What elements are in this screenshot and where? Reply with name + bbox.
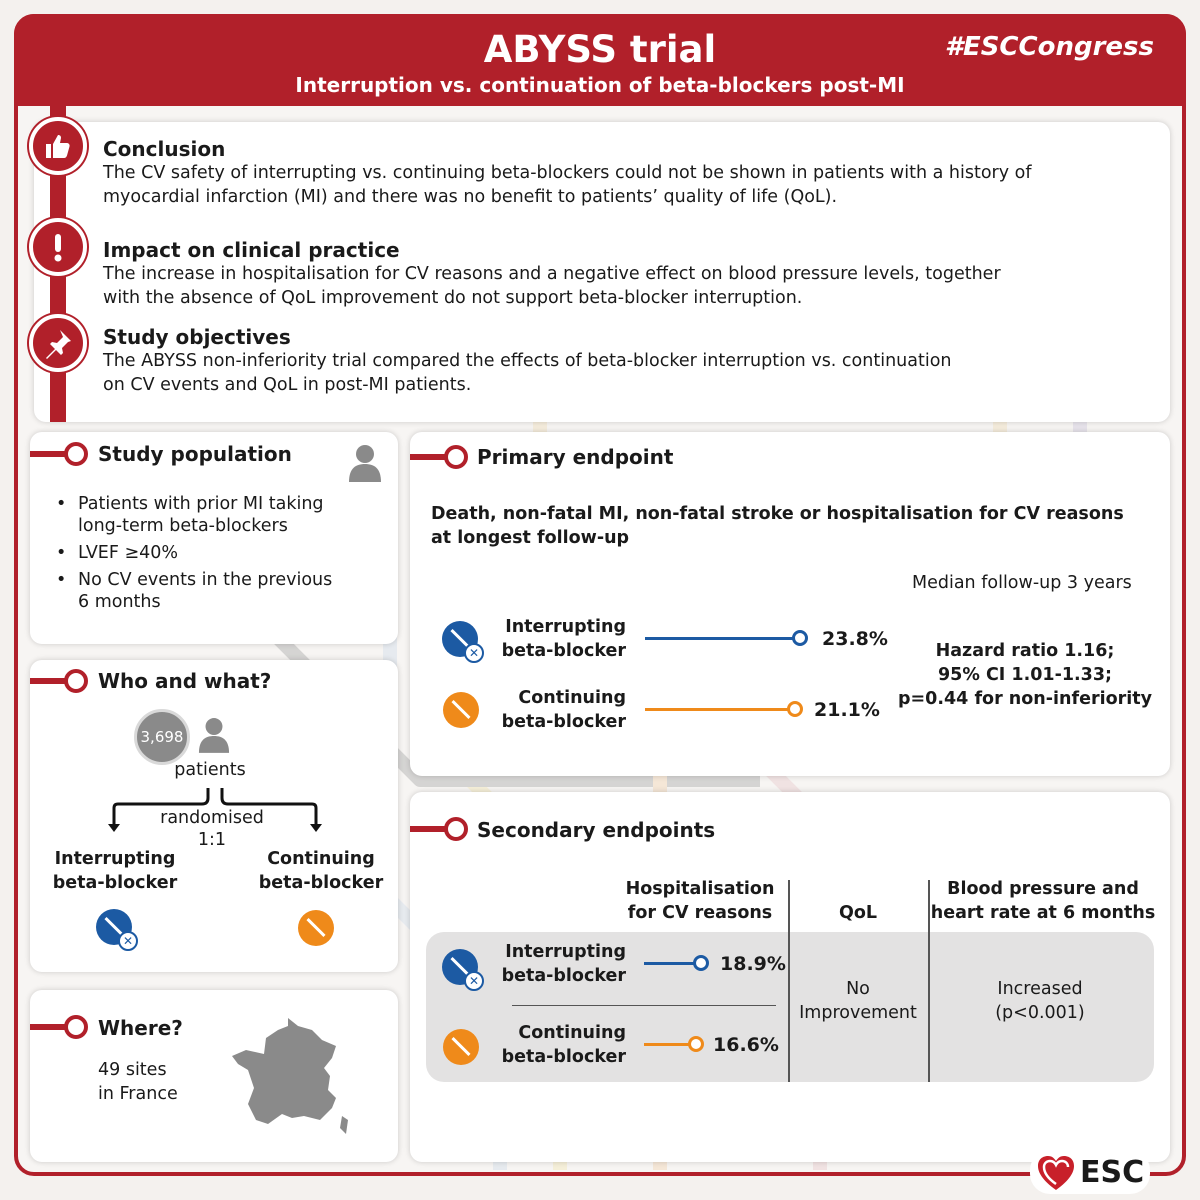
primary-continue-label: Continuing beta-blocker — [501, 688, 626, 732]
patients-label: patients — [174, 760, 246, 780]
randomised-label: randomised — [160, 808, 264, 828]
objectives-heading: Study objectives — [103, 325, 291, 349]
secondary-continue-label: Continuing beta-blocker — [501, 1023, 626, 1067]
continue-bar — [645, 708, 789, 711]
esc-logo-text: ESC — [1080, 1155, 1145, 1190]
population-heading: Study population — [98, 442, 292, 466]
arm-interrupt-label: Interrupting beta-blocker — [52, 849, 178, 893]
primary-interrupt-value: 23.8% — [822, 628, 888, 650]
page-subtitle: Interruption vs. continuation of beta-blockers post-MI — [295, 73, 905, 97]
primary-heading: Primary endpoint — [477, 445, 674, 469]
interrupt-pill-icon: ✕ — [442, 621, 478, 657]
col-bp-header: Blood pressure and heart rate at 6 months — [930, 879, 1156, 923]
section-marker — [410, 445, 470, 469]
secondary-interrupt-value: 18.9% — [720, 953, 786, 975]
section-marker — [410, 817, 470, 841]
france-map-icon — [226, 1016, 352, 1140]
secondary-heading: Secondary endpoints — [477, 818, 716, 842]
col-qol-header: QoL — [838, 903, 878, 923]
list-item: • LVEF ≥40% — [52, 542, 382, 564]
primary-interrupt-label: Interrupting beta-blocker — [501, 617, 626, 661]
qol-result: No Improvement — [799, 979, 917, 1023]
section-marker — [30, 669, 90, 693]
section-marker — [30, 442, 90, 466]
impact-text-line2: with the absence of QoL improvement do not support beta-blocker interruption. — [103, 288, 803, 308]
interrupt-bar-end — [792, 630, 808, 646]
ratio-label: 1:1 — [197, 830, 227, 850]
hazard-ratio-text: Hazard ratio 1.16; 95% CI 1.01-1.33; p=0.44 for non-inferiority — [897, 641, 1152, 709]
objectives-text-line1: The ABYSS non-inferiority trial compared the effects of beta-blocker interruption vs. continuation — [103, 351, 952, 371]
thumbs-up-icon — [29, 117, 87, 175]
conclusion-heading: Conclusion — [103, 137, 226, 161]
secondary-interrupt-bar — [644, 962, 696, 965]
secondary-continue-bar-end — [688, 1036, 704, 1052]
patient-count-badge — [134, 709, 190, 765]
interrupt-pill-icon: ✕ — [442, 949, 478, 985]
heart-logo-icon — [1036, 1154, 1076, 1192]
continue-pill-icon — [298, 910, 334, 946]
page-title: ABYSS trial — [483, 28, 717, 71]
primary-description: Death, non-fatal MI, non-fatal stroke or hospitalisation for CV reasons at longest follow-up — [431, 504, 1124, 548]
person-icon — [198, 716, 230, 754]
interrupt-pill-icon: ✕ — [96, 909, 132, 945]
patient-count: 3,698 — [140, 728, 184, 746]
row-divider — [512, 1005, 776, 1006]
exclamation-icon — [29, 218, 87, 276]
bp-result: Increased (p<0.001) — [995, 979, 1085, 1023]
population-list — [52, 493, 382, 618]
impact-text-line1: The increase in hospitalisation for CV reasons and a negative effect on blood pressure levels, together — [103, 264, 1001, 284]
continue-bar-end — [787, 701, 803, 717]
who-heading: Who and what? — [98, 669, 272, 693]
interrupt-bar — [645, 637, 795, 640]
person-icon — [348, 444, 382, 482]
section-marker — [30, 1015, 90, 1039]
impact-heading: Impact on clinical practice — [103, 238, 400, 262]
secondary-interrupt-bar-end — [693, 955, 709, 971]
where-heading: Where? — [98, 1016, 183, 1040]
secondary-continue-bar — [644, 1043, 690, 1046]
conclusion-text-line2: myocardial infarction (MI) and there was no benefit to patients’ quality of life (QoL). — [103, 187, 838, 207]
list-item: • No CV events in the previous 6 months — [52, 569, 382, 613]
primary-continue-value: 21.1% — [814, 699, 880, 721]
pushpin-icon — [29, 314, 87, 372]
sites-label: 49 sites in France — [98, 1060, 178, 1104]
list-item: • Patients with prior MI taking long-term beta-blockers — [52, 493, 382, 537]
esc-logo — [1030, 1150, 1150, 1194]
secondary-continue-value: 16.6% — [713, 1034, 779, 1056]
arm-continue-label: Continuing beta-blocker — [258, 849, 384, 893]
objectives-text-line2: on CV events and QoL in post-MI patients. — [103, 375, 472, 395]
header-banner — [14, 14, 1186, 106]
col-hospitalisation-header: Hospitalisation for CV reasons — [625, 879, 775, 923]
followup-label: Median follow-up 3 years — [912, 573, 1132, 593]
conclusion-text-line1: The CV safety of interrupting vs. continuing beta-blockers could not be shown in patients with a history of — [103, 163, 1032, 183]
secondary-interrupt-label: Interrupting beta-blocker — [501, 942, 626, 986]
hashtag: #ESCCongress — [944, 32, 1154, 62]
